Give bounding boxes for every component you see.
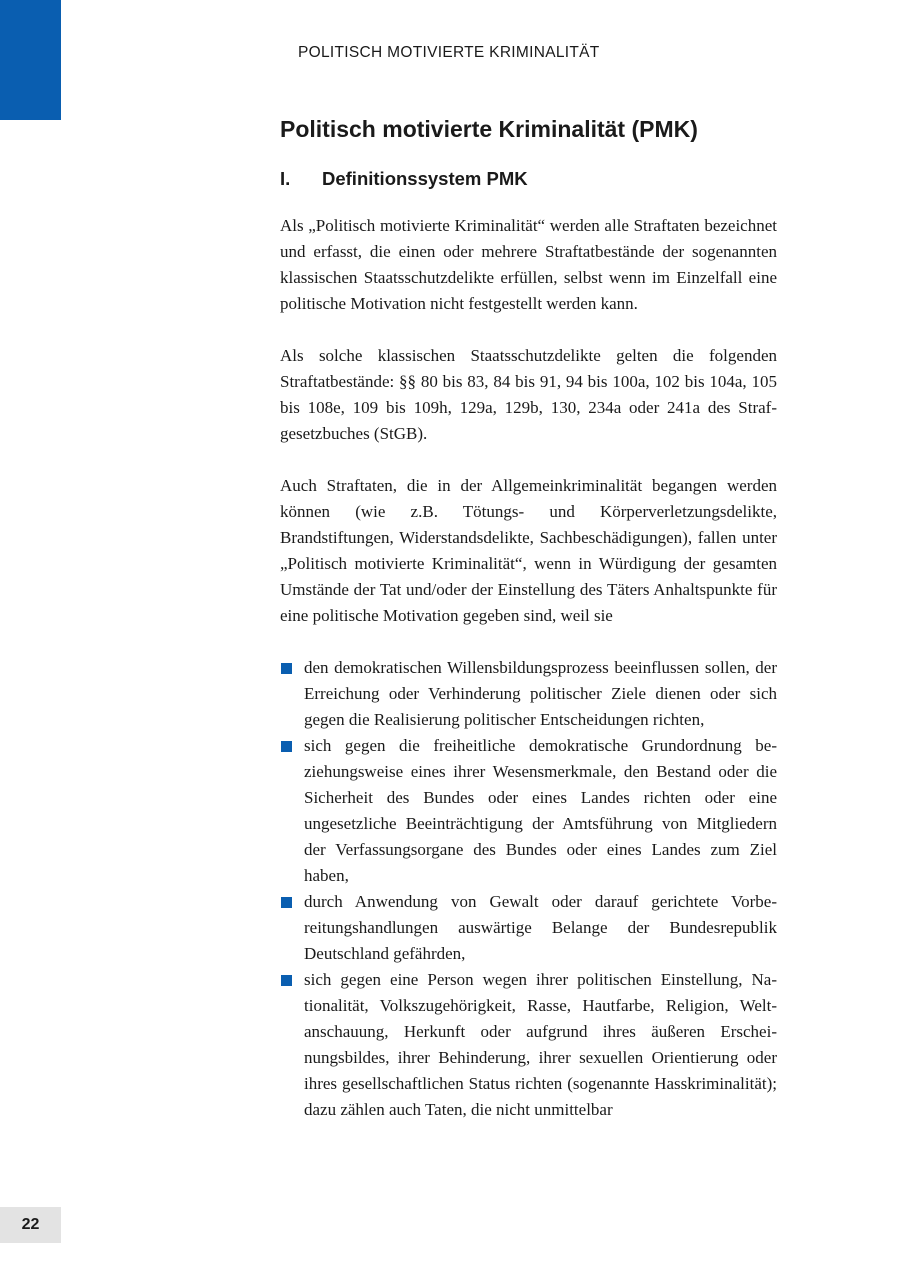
paragraph-classic-offences: Als solche klassischen Staatsschutzdelikte gelten die folgenden Straftatbestände: §§ 80 bis 83, 84 bis 91, 94 bis 100a, 102 bis 104a, 105 bis 108e, 109 bis 109h, 129a, 129b, 130, 234a oder 241a des Strafgesetzbuches (StGB). (280, 346, 777, 443)
square-bullet-icon (281, 741, 292, 752)
corner-color-block (0, 0, 61, 120)
section-title: Definitionssystem PMK (322, 168, 528, 189)
paragraph-definition: Als „Politisch motivierte Kriminalität“ werden alle Straftaten bezeichnet und erfasst, die einen oder mehrere Straftatbestände der sogenannten klassischen Staatsschutzdelikte erfüllen, selbst wenn im Einzelfall eine politische Motivation nicht festgestellt werden kann. (280, 216, 777, 313)
square-bullet-icon (281, 663, 292, 674)
list-item (280, 967, 777, 1123)
page-number: 22 (0, 1207, 61, 1243)
page-content (280, 112, 777, 1123)
square-bullet-icon (281, 975, 292, 986)
section-number: I. (280, 168, 291, 189)
list-item (280, 655, 777, 733)
page-title: Politisch motivierte Kriminalität (PMK) (280, 116, 698, 142)
list-item-text: sich gegen die freiheitliche demokratische Grundordnung beziehungsweise eines ihrer Wesensmerkmale, den Bestand oder die Sicherheit des Bundes oder eines Landes richten oder eine ungesetzliche Beeinträchtigung der Amtsführung von Mitgliedern der Verfassungsorgane des Bundes oder eines Landes zum Ziel haben, (304, 736, 777, 885)
section-heading (280, 165, 777, 193)
list-item (280, 733, 777, 889)
square-bullet-icon (281, 897, 292, 908)
list-item-text: den demokratischen Willensbildungsprozess beeinflussen sollen, der Erreichung oder Verhinderung politischer Ziele dienen oder sich gegen die Realisierung politischer Entscheidungen richten, (304, 658, 777, 729)
list-item-text: sich gegen eine Person wegen ihrer politischen Einstellung, Nationalität, Volkszugehörigkeit, Rasse, Hautfarbe, Religion, Weltanschauung, Herkunft oder aufgrund ihres äußeren Erscheinungsbildes, ihrer Behinderung, ihrer sexuellen Orientierung oder ihres gesellschaftlichen Status richten (sogenannte Hasskriminalität); dazu zählen auch Taten, die nicht unmittelbar (304, 970, 777, 1119)
criteria-list (280, 655, 777, 1123)
paragraph-general-crime: Auch Straftaten, die in der Allgemeinkriminalität begangen werden können (wie z.B. Tötungs- und Körperverletzungsdelikte, Brandstiftungen, Widerstandsdelikte, Sachbeschädigungen), fallen unter „Politisch motivierte Kriminalität“, wenn in Würdigung der gesamten Umstände der Tat und/oder der Einstellung des Täters Anhaltspunkte für eine politische Motivation gegeben sind, weil sie (280, 476, 777, 625)
running-header: POLITISCH MOTIVIERTE KRIMINALITÄT (298, 44, 600, 61)
list-item (280, 889, 777, 967)
list-item-text: durch Anwendung von Gewalt oder darauf gerichtete Vorbereitungshandlungen auswärtige Belange der Bundesrepublik Deutschland gefährden, (304, 892, 777, 963)
